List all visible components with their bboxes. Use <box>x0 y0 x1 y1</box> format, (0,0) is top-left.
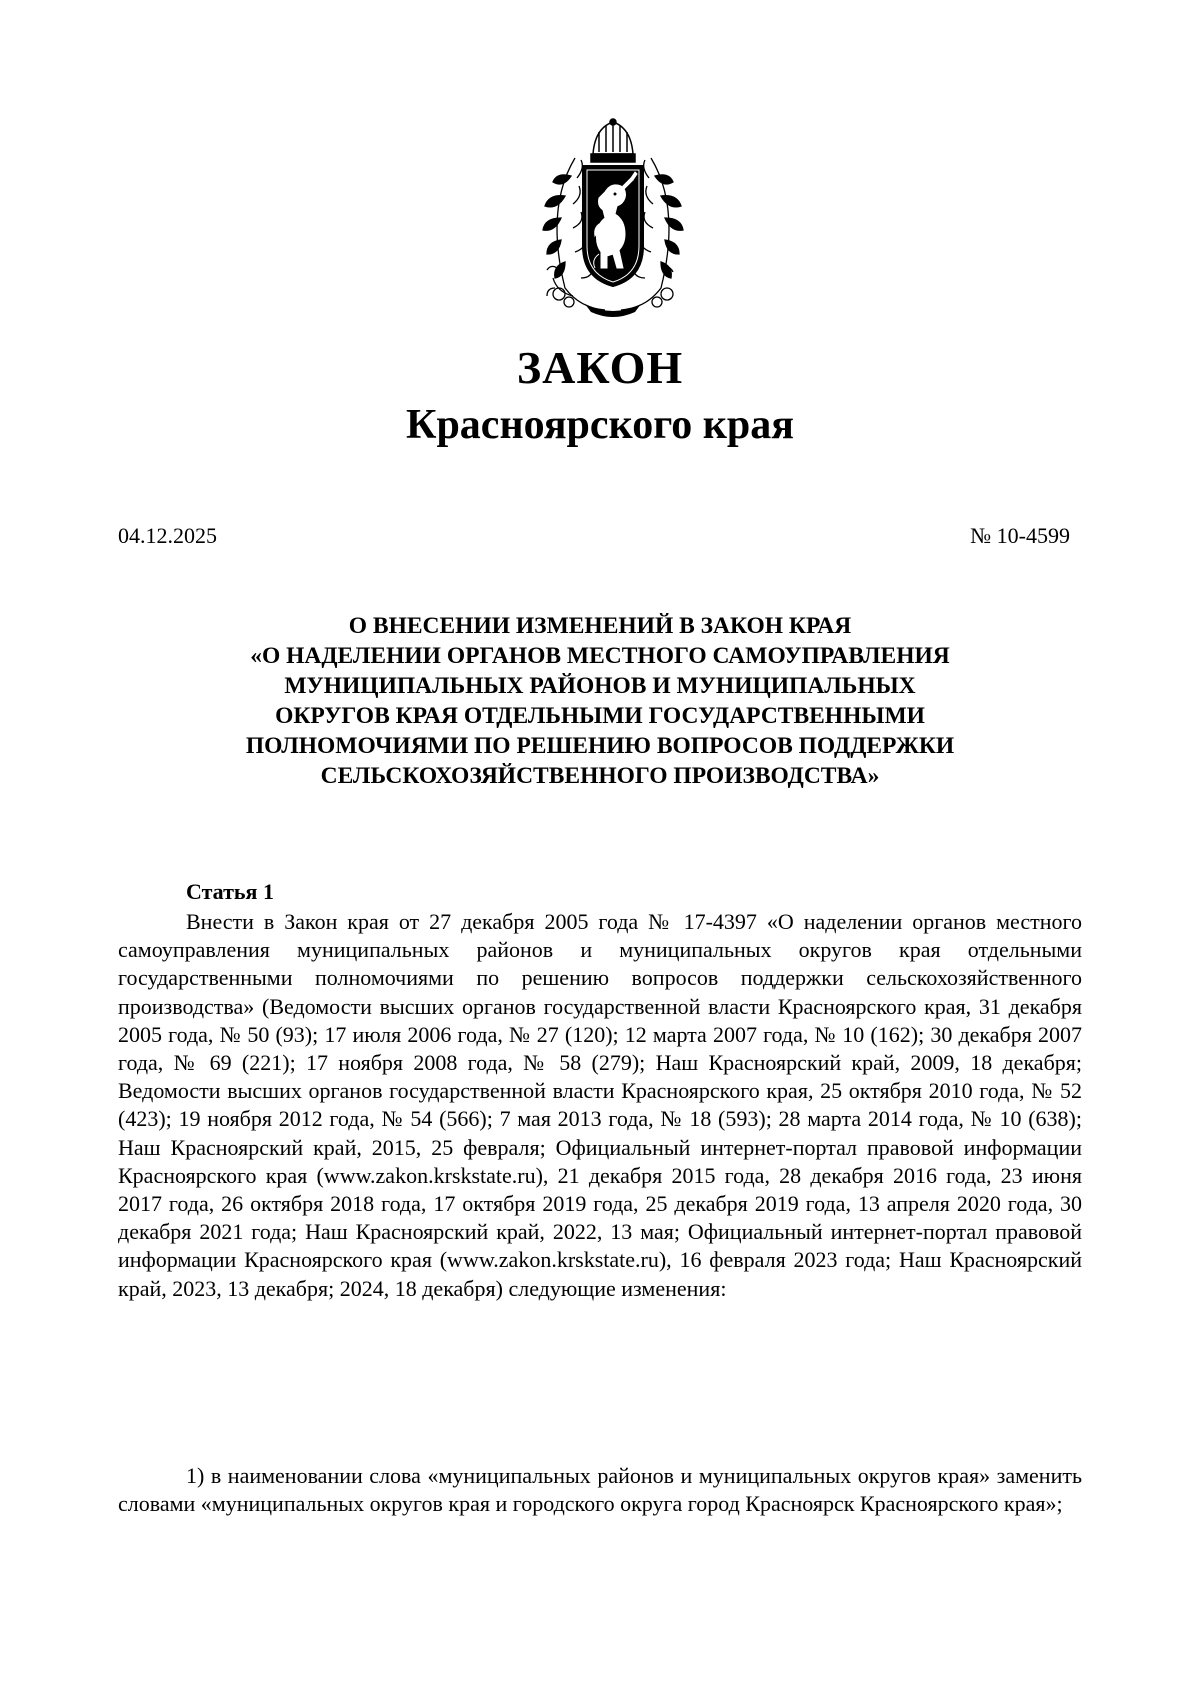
article-heading: Статья 1 <box>186 879 274 904</box>
subject-line: ОКРУГОВ КРАЯ ОТДЕЛЬНЫМИ ГОСУДАРСТВЕННЫМИ <box>275 703 925 729</box>
subject-line: «О НАДЕЛЕНИИ ОРГАНОВ МЕСТНОГО САМОУПРАВЛЕНИЯ <box>250 643 950 669</box>
subject-line: ПОЛНОМОЧИЯМИ ПО РЕШЕНИЮ ВОПРОСОВ ПОДДЕРЖКИ <box>245 733 955 759</box>
subject-line: МУНИЦИПАЛЬНЫХ РАЙОНОВ И МУНИЦИПАЛЬНЫХ <box>284 673 916 699</box>
krasnoyarsk-coat-of-arms-icon <box>535 118 691 318</box>
document-subject <box>150 611 1050 791</box>
body-paragraph: Внести в Закон края от 27 декабря 2005 года № 17-4397 «О наделении органов местного самоуправления муниципальных районов и муниципальных округов края отдельными государственными полномочиями по решению вопросов поддержки сельскохозяйственного производства» (Ведомости высших органов государственной власти Красноярского края, 31 декабря 2005 года, № 50 (93); 17 июля 2006 года, № 27 (120); 12 марта 2007 года, № 10 (162); 30 декабря 2007 года, № 69 (221); 17 ноября 2008 года, № 58 (279); Наш Красноярский край, 2009, 18 декабря; Ведомости высших органов государственной власти Красноярского края, 25 октября 2010 года, № 52 (423); 19 ноября 2012 года, № 54 (566); 7 мая 2013 года, № 18 (593); 28 марта 2014 года, № 10 (638); Наш Красноярский край, 2015, 25 февраля; Официальный интернет-портал правовой информации Красноярского края (www.zakon.krskstate.ru), 21 декабря 2015 года, 28 декабря 2016 года, 23 июня 2017 года, 26 октября 2018 года, 17 октября 2019 года, 25 декабря 2019 года, 13 апреля 2020 года, 30 декабря 2021 года; Наш Красноярский край, 2022, 13 мая; Официальный интернет-портал правовой информации Красноярского края (www.zakon.krskstate.ru), 16 февраля 2023 года; Наш Красноярский край, 2023, 13 декабря; 2024, 18 декабря) следующие изменения: <box>118 909 1082 1301</box>
body-paragraph: 1) в наименовании слова «муниципальных районов и муниципальных округов края» заменить словами «муниципальных округов края и городского округа город Красноярск Красноярского края»; <box>118 1463 1082 1517</box>
subject-line: СЕЛЬСКОХОЗЯЙСТВЕННОГО ПРОИЗВОДСТВА» <box>320 763 880 789</box>
document-date: 04.12.2025 <box>118 523 217 548</box>
document-number: № 10-4599 <box>970 523 1070 548</box>
document-subtitle: Красноярского края <box>405 402 795 448</box>
document-title: ЗАКОН <box>516 342 684 393</box>
subject-line: О ВНЕСЕНИИ ИЗМЕНЕНИЙ В ЗАКОН КРАЯ <box>348 613 852 639</box>
